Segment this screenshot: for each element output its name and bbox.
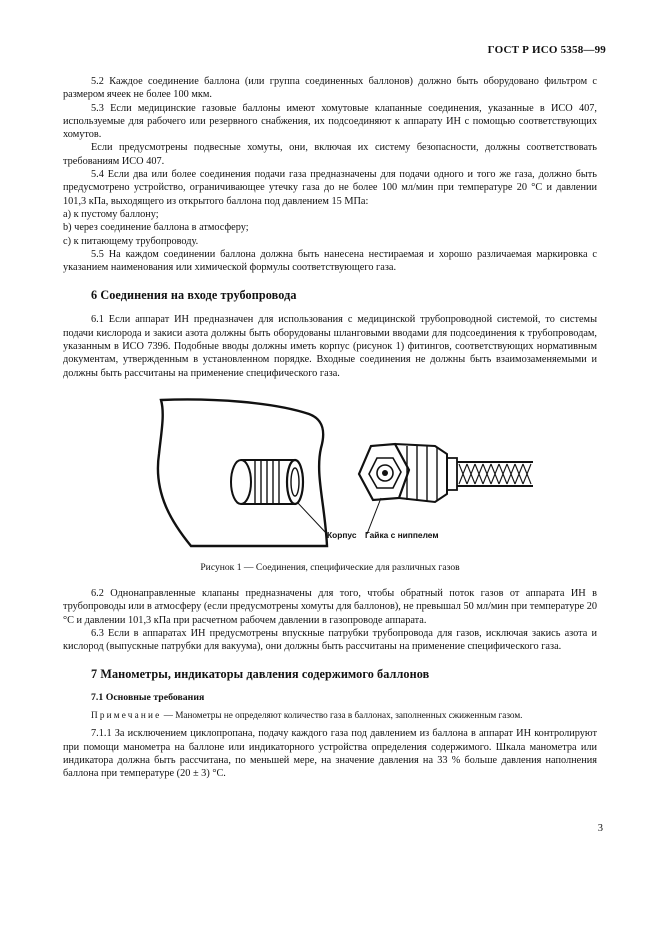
paragraph-5-3: 5.3 Если медицинские газовые баллоны имеют хомутовые клапанные соединения, указанные в ИСО 407, используемые для рабочего или резервного снабжения, их подсоединяют к аппарату ИН с помощью соответствующих хомутов. — [63, 102, 597, 141]
figure-label-body: Корпус — [327, 529, 357, 540]
note-text: — Манометры не определяют количество газа в баллонах, заполненных сжиженным газом. — [161, 710, 523, 721]
paragraph-7-1-1: 7.1.1 За исключением циклопропана, подачу каждого газа под давлением из баллона в аппарат ИН контролируют при помощи манометра на баллоне или индикаторного устройства определения содержимого. Шкала манометра или индикатора должна быть рассчитана, по меньшей мере, на значение давления на 33 % больше давления наполнения баллона при температуре (20 ± 3) °С. — [63, 728, 597, 780]
paragraph-5-2: 5.2 Каждое соединение баллона (или группа соединенных баллонов) должно быть оборудовано фильтром с размером ячеек не более 100 мкм. — [63, 76, 597, 101]
leader-line-nut — [367, 498, 381, 534]
paragraph-6-2: 6.2 Однонаправленные клапаны предназначены для того, чтобы обратный поток газов от аппарата ИН в трубопроводы или в атмосферу (если предусмотрены хомуты для баллонов), не превышал 50 мл/мин при температуре 20 °С и давлении 101,3 кПа при расчетном рабочем давлении в газопроводе аппарата. — [63, 587, 597, 626]
paragraph-6-1: 6.1 Если аппарат ИН предназначен для использования с медицинской трубопроводной системой, то системы подачи кислорода и закиси азота должны быть оборудованы шланговыми вводами для подсоединения к трубопроводам, указанным в ИСО 7396. Подобные вводы должны иметь корпус (рисунок 1) фитингов, соответствующих нормативным документам, утвержденным в установленном порядке. Входные соединения не должны быть взаимозаменяемыми и должны быть рассчитаны на применение специфического газа. — [63, 314, 597, 379]
figure-caption: Рисунок 1 — Соединения, специфические для различных газов — [200, 561, 460, 573]
page-content — [63, 75, 597, 781]
paragraph-5-4: 5.4 Если два или более соединения подачи газа предназначены для подачи одного и того же газа, должно быть предусмотрено устройство, ограничивающее утечку газа до не более 100 мл/мин при температуре 20 °С и давлении 101,3 кПа, выходящего из открытого баллона под давлением 15 МПа: — [63, 169, 597, 207]
page-number: 3 — [597, 823, 603, 834]
list-item-b: b) через соединение баллона в атмосферу; — [63, 222, 249, 234]
note-paragraph — [63, 709, 597, 721]
fitting-body-icon — [231, 460, 303, 504]
nut-with-nipple-icon — [359, 444, 533, 502]
section-7-1-heading: 7.1 Основные требования — [91, 692, 205, 704]
paragraph-6-3: 6.3 Если в аппаратах ИН предусмотрены впускные патрубки трубопровода для газов, исключая закись азота и кислород (выпускные патрубки для вакуума), они должны быть рассчитаны на применение специфического газа. — [63, 627, 597, 653]
paragraph-5-5: 5.5 На каждом соединении баллона должна быть нанесена нестираемая и хорошо различаемая маркировка с указанием наименования или химической формулы соответствующего газа. — [63, 248, 597, 274]
list-item-a: а) к пустому баллону; — [63, 208, 159, 220]
section-6-heading: 6 Соединения на входе трубопровода — [91, 288, 297, 303]
note-label: Примечание — [91, 710, 162, 721]
paragraph-5-3-continued: Если предусмотрены подвесные хомуты, они, включая их систему безопасности, должны соответствовать требованиям ИСО 407. — [63, 142, 597, 167]
section-7-heading: 7 Манометры, индикаторы давления содержимого баллонов — [91, 667, 430, 682]
figure-label-nut: Гайка с ниппелем — [365, 529, 439, 540]
document-header: ГОСТ Р ИСО 5358—99 — [487, 44, 606, 56]
figure-1 — [63, 394, 597, 554]
list-item-c: с) к питающему трубопроводу. — [63, 235, 199, 247]
